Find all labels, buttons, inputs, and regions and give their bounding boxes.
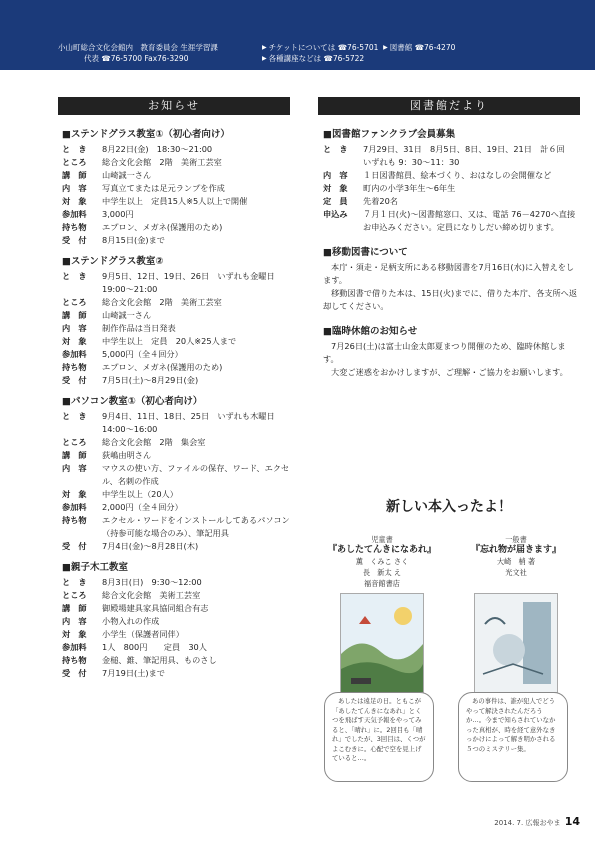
issue-date: 2014. 7. [494,819,524,827]
book-illustrator: 長 新太 え [362,568,402,577]
notice-row [62,589,290,602]
closure-paragraph-2: 大変ご迷惑をおかけしますが、ご理解・ご協力をお願いします。 [331,367,568,377]
notice-row-label: 対 象 [62,336,87,346]
notice-row [62,501,290,514]
org-line2 [58,53,218,64]
fanclub-row-label: 定 員 [323,196,348,206]
notice-row [62,361,290,374]
notice-row [62,462,290,488]
notice-row-label: 講 師 [62,310,87,320]
book-cover-image [340,593,424,693]
notice-row [62,322,290,335]
notice-row [62,436,290,449]
contact-row-2 [262,53,455,64]
notice-row-value: 2,000円（全４回分） [102,502,183,512]
notice-row-value: 5,000円（全４回分） [102,349,183,359]
book-description: あしたは遠足の日。ともこが「あしたてんきになあれ」とくつを飛ばす天気予報をやってみると、「晴れ」に。2回目も「晴れ」でしたが、3回目は、くつがよこむきに。心配で空を見上げていると…。 [324,692,434,782]
notice-row-value: エプロン、メガネ(保護用のため) [102,222,223,232]
notice-row-label: 持ち物 [62,222,87,232]
notice-row [62,208,290,221]
triangle-icon: ▶ [383,44,388,51]
notice-row-label: ところ [62,437,87,447]
notice-title: ■親子木工教室 [62,562,128,573]
triangle-icon: ▶ [262,44,267,51]
notice-row-label: 内 容 [62,323,87,333]
mobile-paragraph-1: 本庁・須走・足柄支所にある移動図書を7月16日(水)に入替えをします。 [323,262,575,285]
notice-row [62,628,290,641]
notice-row [62,296,290,309]
notice-row-value: 金槌、錐、筆記用具、ものさし [102,655,217,665]
book-author: 大崎 梢 著 [496,557,536,566]
notice-row-value: エクセル・ワードをインストールしてあるパソコン（持参可能な場合のみ）、筆記用具 [102,515,290,538]
notice-row [62,309,290,322]
library-label: 図書館 [389,43,413,52]
library-section-title: 図書館だより [318,97,580,115]
notice-title: ■ステンドグラス教室② [62,256,164,267]
notice-row-value: 3,000円 [102,209,134,219]
notice-row-value: 制作作品は当日発表 [102,323,176,333]
notice-row-label: 内 容 [62,463,87,473]
notice-row-value: 山崎誠一さん [102,170,152,180]
notice-row [62,234,290,247]
fanclub-row [323,169,581,182]
courses-phone: ☎76-5722 [323,54,365,63]
notice-row-label: 参加料 [62,502,87,512]
notice-row [62,641,290,654]
notice-row [62,576,290,589]
notice-row [62,182,290,195]
fanclub-row-value: １日図書館員、絵本づくり、おはなしの会開催など [363,170,552,180]
library-column [323,128,581,379]
notice-title: ■ステンドグラス教室①（初心者向け） [62,129,230,140]
notice-row-value: 写真立てまたは足元ランプを作成 [102,183,225,193]
book-publisher: 福音館書店 [364,579,400,588]
fanclub-row-label: と き [323,144,348,154]
notice-row-value: 中学生以上 定員15人※5人以上で開催 [102,196,248,206]
notice-row-label: 参加料 [62,642,87,652]
library-phone: ☎76-4270 [414,43,456,52]
notice-row [62,602,290,615]
notice-row [62,195,290,208]
notices-section-title: お知らせ [58,97,290,115]
book-category: 一般書 [505,535,527,544]
notice-row-value: 総合文化会館 2階 集会室 [102,437,206,447]
notice-row-label: 内 容 [62,616,87,626]
notice-row-label: 参加料 [62,209,87,219]
notice-row-value: 総合文化会館 2階 美術工芸室 [102,297,222,307]
book-card [318,534,446,693]
notice-row [62,270,290,296]
notice-row-label: 対 象 [62,489,87,499]
notice-row [62,221,290,234]
notice-row-value: 御殿場建具家具協同組合有志 [102,603,209,613]
notice-row-value: 8月15日(金)まで [102,235,165,245]
header-org [58,42,218,64]
notice-row-label: 受 付 [62,375,87,385]
book-cover-image [474,593,558,693]
notice-row-label: ところ [62,297,87,307]
notice-row [62,488,290,501]
notice-row [62,615,290,628]
notice-row-label: 対 象 [62,196,87,206]
book-category: 児童書 [371,535,393,544]
notice-row-label: 持ち物 [62,515,87,525]
notice-row-label: 受 付 [62,668,87,678]
notice-row [62,143,290,156]
book-title: 『あしたてんきになあれ』 [327,545,436,555]
fanclub-row-label: 申込み [323,209,348,219]
notice-row [62,514,290,540]
notice-row-value: 1人 800円 定員 30人 [102,642,207,652]
notice-row-value: 総合文化会館 2階 美術工芸室 [102,157,222,167]
notice-row [62,348,290,361]
notice-row-value: 荻嶋由明さん [102,450,152,460]
notice-row-value: 小物入れの作成 [102,616,160,626]
fanclub-row-value: ７月１日(火)～図書館窓口、又は、電話 76－4270へ直接お申込みください。定員になりしだい締め切ります。 [363,209,576,232]
notice-row-value: 中学生以上 定員 20人※25人まで [102,336,237,346]
notice-row-value: 9月4日、11日、18日、25日 いずれも木曜日 14:00～16:00 [102,411,283,434]
book-card [452,534,580,693]
fanclub-row [323,195,581,208]
fanclub-row-value: 7月29日、31日 8月5日、8日、19日、21日 計６回 いずれも 9：30～11：30 [363,144,573,167]
page-number: 14 [564,815,580,828]
notice-row-label: 持ち物 [62,362,87,372]
mobile-paragraph-2: 移動図書で借りた本は、15日(火)までに、借りた本庁、各支所へ返却してください。 [323,288,578,311]
notice-row-value: 小学生（保護者同伴） [102,629,184,639]
notice-row [62,410,290,436]
notice-row [62,374,290,387]
notice-row-label: 講 師 [62,170,87,180]
notice-row [62,335,290,348]
fanclub-row-label: 内 容 [323,170,348,180]
org-phone: ☎76-5700 [101,54,143,63]
fanclub-row [323,143,581,169]
notice-row-label: ところ [62,157,87,167]
notice-row-label: と き [62,144,87,154]
fanclub-row-label: 対 象 [323,183,348,193]
notices-column [62,128,290,680]
notice-row-label: 講 師 [62,603,87,613]
header-contacts [262,42,455,64]
page-footer [494,815,580,828]
notice-row [62,156,290,169]
notice-row-label: 内 容 [62,183,87,193]
notice-row-label: と き [62,577,87,587]
notice-row-label: 持ち物 [62,655,87,665]
notice-row [62,540,290,553]
notice-row-label: 講 師 [62,450,87,460]
notice-row [62,667,290,680]
notice-row-value: マウスの使い方、ファイルの保存、ワード、エクセル、名刺の作成 [102,463,290,486]
notice-row-value: 7月19日(土)まで [102,668,165,678]
notice-row-value: 総合文化会館 美術工芸室 [102,590,201,600]
notice-row-value: 7月4日(金)～8月28日(木) [102,541,199,551]
book-title: 『忘れ物が届きます』 [470,545,561,555]
courses-label: 各種講座などは [268,54,322,63]
closure-title: ■臨時休館のお知らせ [323,326,418,337]
fanclub-rows [323,143,581,234]
fanclub-row-value: 町内の小学3年生～6年生 [363,183,456,193]
triangle-icon: ▶ [262,55,267,62]
mobile-title: ■移動図書について [323,247,408,258]
fanclub-row [323,182,581,195]
fanclub-title: ■図書館ファンクラブ会員募集 [323,129,456,140]
notice-row-value: 8月22日(金) 18:30～21:00 [102,144,213,154]
header-band [0,0,595,70]
notice-row [62,169,290,182]
notice-row-value: 8月3日(日) 9:30～12:00 [102,577,202,587]
notice-title: ■パソコン教室①（初心者向け） [62,396,203,407]
ticket-label: チケットについては [268,43,336,52]
notice-row-value: 中学生以上（20人） [102,489,178,499]
notice-row-label: と き [62,411,87,421]
contact-row-1 [262,42,455,53]
notice-row-label: 受 付 [62,541,87,551]
org-fax: Fax76-3290 [144,54,189,63]
org-line1: 小山町総合文化会館内 教育委員会 生涯学習課 [58,43,218,52]
ticket-phone: ☎76-5701 [337,43,379,52]
fanclub-row-value: 先着20名 [363,196,398,206]
book-publisher: 光文社 [505,568,527,577]
notice-row-value: 7月5日(土)～8月29日(金) [102,375,199,385]
new-books-panel [318,496,580,762]
notice-row-label: 参加料 [62,349,87,359]
notice-row-label: 対 象 [62,629,87,639]
notice-row-label: 受 付 [62,235,87,245]
notice-row-label: と き [62,271,87,281]
fanclub-row [323,208,581,234]
new-books-title: 新しい本入ったよ！ [386,499,512,515]
notice-row-value: 9月5日、12日、19日、26日 いずれも金曜日 19:00～21:00 [102,271,283,294]
notice-row-label: ところ [62,590,87,600]
org-label: 代表 [84,54,99,63]
notice-row [62,654,290,667]
book-author: 薫 くみこ さく [355,557,409,566]
publication-name: 広報おやま [525,819,561,827]
notice-row [62,449,290,462]
book-description: あの事件は、誰が犯人でどうやって解決されたんだろうか…。今まで知らされていなかった真相が、時を経て意外なきっかけによって解き明かされる５つのミステリー集。 [458,692,568,782]
notice-row-value: 山崎誠一さん [102,310,152,320]
notice-row-value: エプロン、メガネ(保護用のため) [102,362,223,372]
closure-paragraph-1: 7月26日(土)は富士山金太郎夏まつり開催のため、臨時休館します。 [323,341,566,364]
